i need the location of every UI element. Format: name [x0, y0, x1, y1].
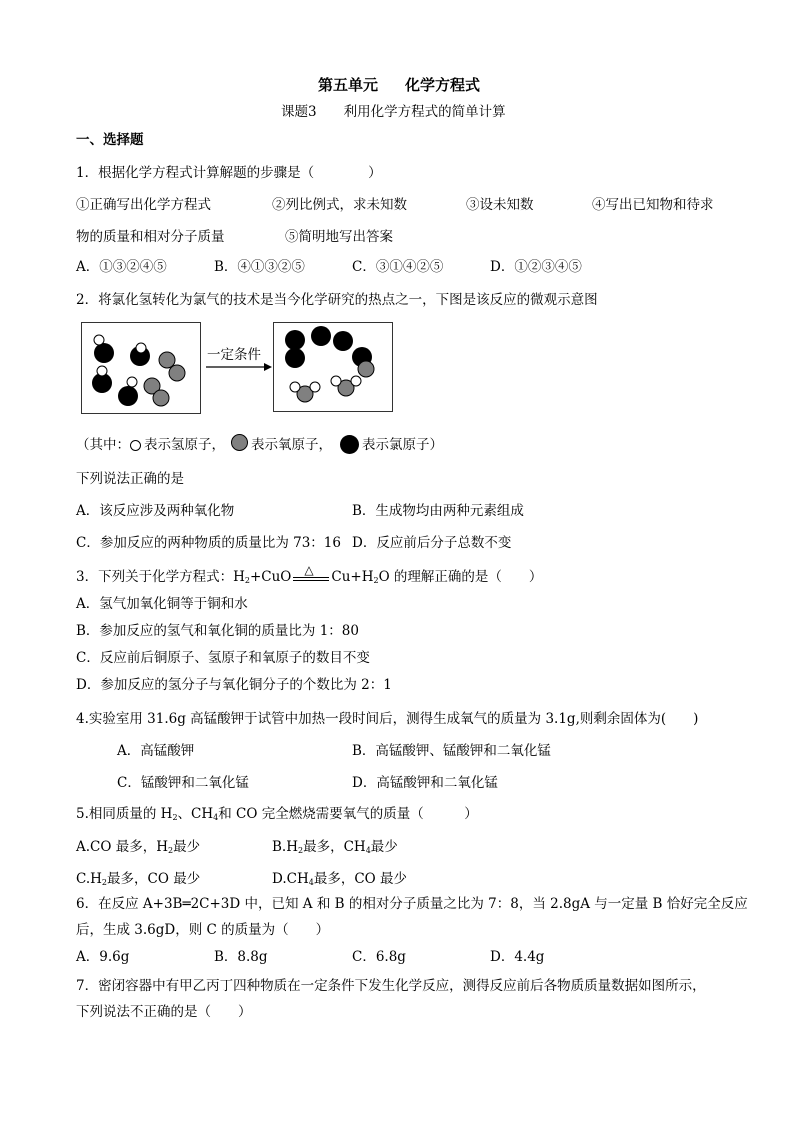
subscript: 4: [213, 813, 219, 822]
q3-stem-text: Cu+H: [331, 569, 374, 585]
q5-option-c: [76, 870, 200, 888]
q7-stem: 7．密闭容器中有甲乙丙丁四种物质在一定条件下发生化学反应，测得反应前后各物质质量数据如图所示，: [76, 978, 706, 994]
q1-option-d: D．①②③④⑤: [490, 259, 582, 275]
chlorine-atom: [285, 348, 305, 368]
option-text: 最多，CO 最少: [107, 871, 201, 887]
q1-option-c: C．③①④②⑤: [352, 259, 444, 275]
q5-stem: [76, 805, 478, 823]
unit-subtitle: 化学方程式: [405, 76, 481, 94]
legend-hydrogen: 表示氢原子，: [144, 437, 225, 453]
q4-option-c: C．锰酸钾和二氧化锰: [117, 775, 249, 791]
option-text: 最多，CO 最少: [313, 871, 408, 887]
q3-stem: [76, 562, 543, 586]
hydrogen-atom: [331, 376, 341, 386]
q3-option-b: B．参加反应的氢气和氧化铜的质量比为 1：80: [76, 623, 359, 639]
q1-step-4-cont: 物的质量和相对分子质量: [76, 229, 225, 245]
lesson-title: 课题3 利用化学方程式的简单计算: [281, 104, 506, 120]
subscript: 2: [298, 846, 304, 855]
q1-step-4: ④写出已知物和待求: [592, 197, 714, 213]
legend-chlorine: 表示氯原子）: [362, 437, 443, 453]
q5-stem-text: 、CH: [177, 806, 214, 822]
subscript: 2: [101, 878, 108, 887]
q1-step-1: ①正确写出化学方程式: [76, 197, 211, 213]
subscript: 2: [168, 846, 174, 855]
subscript: 2: [244, 576, 250, 585]
hydrogen-legend-icon: [130, 440, 141, 451]
hydrogen-atom: [310, 382, 320, 392]
option-text: D.CH: [272, 871, 309, 887]
legend-oxygen: 表示氧原子，: [251, 437, 332, 453]
option-text: 最少: [370, 839, 398, 855]
subscript: 2: [373, 576, 379, 585]
q4-option-a: A．高锰酸钾: [117, 743, 195, 759]
chlorine-atom: [285, 330, 305, 350]
q1-option-a: A．①③②④⑤: [76, 259, 167, 275]
q6-option-c: C．6.8g: [352, 949, 406, 965]
q6-option-b: B．8.8g: [214, 949, 268, 965]
oxygen-atom: [169, 365, 185, 381]
q1-option-b: B．④①③②⑤: [214, 259, 305, 275]
unit-title: 第五单元: [318, 76, 379, 94]
q2-option-c: C．参加反应的两种物质的质量比为 73：16: [76, 535, 341, 551]
q3-stem-text: O 的理解正确的是（ ）: [378, 569, 543, 585]
hydrogen-atom: [94, 335, 104, 345]
q3-stem-text: 3．下列关于化学方程式：H: [76, 569, 245, 585]
q2-stem: 2．将氯化氢转化为氯气的技术是当今化学研究的热点之一，下图是该反应的微观示意图: [76, 292, 598, 308]
chlorine-atom: [94, 343, 114, 363]
q6-option-d: D．4.4g: [490, 949, 545, 965]
q6-stem: 6．在反应 A+3B═2C+3D 中，已知 A 和 B 的相对分子质量之比为 7：8，当 2.8gA 与一定量 B 恰好完全反应: [76, 896, 748, 912]
reactants-box: [81, 322, 201, 414]
hydrogen-atom: [97, 366, 107, 376]
oxygen-atom: [153, 390, 169, 406]
hydrogen-atom: [127, 377, 137, 387]
q2-option-b: B．生成物均由两种元素组成: [352, 503, 524, 519]
option-text: A.CO 最多，H: [76, 839, 169, 855]
reactants-diagram: [82, 323, 200, 413]
q5-option-b: [272, 838, 398, 856]
q4-option-b: B．高锰酸钾、锰酸钾和二氧化锰: [352, 743, 551, 759]
equation-equals: [291, 562, 331, 585]
chlorine-atom: [311, 326, 331, 346]
option-text: C.H: [76, 871, 102, 887]
q1-stem: 1．根据化学方程式计算解题的步骤是（ ）: [76, 165, 382, 181]
subscript: 4: [365, 846, 371, 855]
chlorine-atom: [333, 331, 353, 351]
q3-option-c: C．反应前后铜原子、氢原子和氧原子的数目不变: [76, 650, 370, 666]
q6-option-a: A．9.6g: [76, 949, 130, 965]
atom-legend: [76, 434, 443, 454]
q2-prompt: 下列说法正确的是: [76, 471, 184, 487]
q3-option-d: D．参加反应的氢分子与氧化铜分子的个数比为 2：1: [76, 677, 392, 693]
heat-symbol: △: [304, 562, 314, 577]
q1-step-5: ⑤简明地写出答案: [285, 229, 393, 245]
products-diagram: [274, 323, 392, 411]
q4-option-d: D．高锰酸钾和二氧化锰: [352, 775, 498, 791]
q7-stem-cont: 下列说法不正确的是（ ）: [76, 1004, 252, 1020]
oxygen-atom: [159, 352, 175, 368]
option-text: 最少: [173, 839, 201, 855]
q5-stem-text: 5.相同质量的 H: [76, 806, 173, 822]
q1-step-3: ③设未知数: [466, 197, 534, 213]
q2-option-a: A．该反应涉及两种氧化物: [76, 503, 235, 519]
subscript: 2: [172, 813, 178, 822]
q4-stem: 4.实验室用 31.6g 高锰酸钾于试管中加热一段时间后，测得生成氧气的质量为 3.1g,则剩余固体为( ): [76, 711, 699, 727]
q6-stem-cont: 后，生成 3.6gD，则 C 的质量为（ ）: [76, 922, 330, 938]
option-text: 最多，CH: [303, 839, 366, 855]
oxygen-atom: [358, 361, 374, 377]
section-title: 一、选择题: [76, 132, 144, 148]
subscript: 4: [308, 878, 314, 887]
chlorine-atom: [118, 386, 138, 406]
q3-stem-text: +CuO: [249, 569, 292, 585]
chlorine-legend-icon: [340, 435, 359, 454]
hydrogen-atom: [290, 382, 300, 392]
hydrogen-atom: [136, 343, 146, 353]
oxygen-legend-icon: [231, 434, 248, 451]
hydrogen-atom: [351, 376, 361, 386]
q2-option-d: D．反应前后分子总数不变: [352, 535, 512, 551]
q5-stem-text: 和 CO 完全燃烧需要氧气的质量（ ）: [218, 806, 478, 822]
q3-option-a: A．氢气加氧化铜等于铜和水: [76, 596, 248, 612]
products-box: [273, 322, 393, 412]
legend-prefix: （其中：: [76, 437, 130, 453]
q5-option-a: [76, 838, 200, 856]
q5-option-d: [272, 870, 407, 888]
arrow-label: 一定条件: [207, 347, 261, 363]
reaction-arrow: [204, 362, 274, 374]
q1-step-2: ②列比例式，求未知数: [272, 197, 407, 213]
option-text: B.H: [272, 839, 298, 855]
